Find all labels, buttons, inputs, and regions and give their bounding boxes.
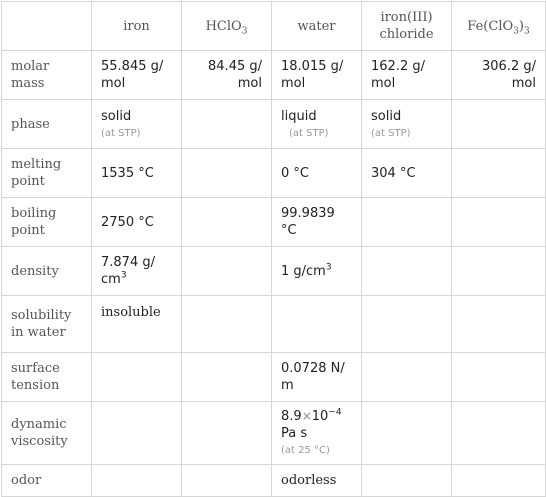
col-header-water: water: [272, 2, 362, 51]
cell-feclo3-phase: [452, 100, 546, 149]
cell-hclo3-melting-point: [182, 149, 272, 198]
row-label-density: density: [2, 247, 92, 296]
cell-hclo3-odor: [182, 465, 272, 497]
cell-water-molar-mass: 18.015 g/ mol: [272, 51, 362, 100]
cell-hclo3-surface-tension: [182, 353, 272, 402]
cell-iron-solubility: insoluble: [92, 296, 182, 353]
corner-cell: [2, 2, 92, 51]
cell-water-solubility: [272, 296, 362, 353]
cell-water-dynamic-viscosity: $8.9\times 10^{-4}$ Pa s (at 25 °C): [272, 402, 362, 465]
table-row: [2, 296, 546, 353]
col-header-feclo3: $Fe(ClO_3)_3$: [452, 2, 546, 51]
cell-feclo3-boiling-point: [452, 198, 546, 247]
table-row: [2, 465, 546, 497]
cell-iron-melting-point: 1535 °C: [92, 149, 182, 198]
cell-hclo3-solubility: [182, 296, 272, 353]
cell-feclo3-molar-mass: 306.2 g/ mol: [452, 51, 546, 100]
row-label-solubility: solubility in water: [2, 296, 92, 353]
cell-feclo3-melting-point: [452, 149, 546, 198]
cell-iron-dynamic-viscosity: [92, 402, 182, 465]
cell-water-odor: odorless: [272, 465, 362, 497]
col-header-iron: iron: [92, 2, 182, 51]
row-label-phase: phase: [2, 100, 92, 149]
table-row: [2, 149, 546, 198]
cell-ironchloride-dynamic-viscosity: [362, 402, 452, 465]
cell-iron-density: 7.874 g/ $cm^3$: [92, 247, 182, 296]
cell-iron-boiling-point: 2750 °C: [92, 198, 182, 247]
cell-ironchloride-solubility: [362, 296, 452, 353]
cell-iron-surface-tension: [92, 353, 182, 402]
cell-hclo3-boiling-point: [182, 198, 272, 247]
table-row: [2, 198, 546, 247]
row-label-melting-point: melting point: [2, 149, 92, 198]
row-label-surface-tension: surface tension: [2, 353, 92, 402]
table-row: [2, 247, 546, 296]
cell-water-boiling-point: 99.9839 °C: [272, 198, 362, 247]
cell-feclo3-odor: [452, 465, 546, 497]
cell-ironchloride-odor: [362, 465, 452, 497]
cell-hclo3-phase: [182, 100, 272, 149]
cell-hclo3-density: [182, 247, 272, 296]
col-header-hclo3: HClO$_3$: [182, 2, 272, 51]
cell-ironchloride-surface-tension: [362, 353, 452, 402]
cell-ironchloride-melting-point: 304 °C: [362, 149, 452, 198]
cell-ironchloride-phase: solid (at STP): [362, 100, 452, 149]
cell-ironchloride-boiling-point: [362, 198, 452, 247]
cell-water-phase: liquid (at STP): [272, 100, 362, 149]
cell-water-melting-point: 0 °C: [272, 149, 362, 198]
cell-ironchloride-density: [362, 247, 452, 296]
table-row: [2, 402, 546, 465]
header-row: [2, 2, 546, 51]
cell-ironchloride-molar-mass: 162.2 g/ mol: [362, 51, 452, 100]
cell-hclo3-dynamic-viscosity: [182, 402, 272, 465]
cell-iron-molar-mass: 55.845 g/ mol: [92, 51, 182, 100]
cell-feclo3-solubility: [452, 296, 546, 353]
table-row: [2, 353, 546, 402]
row-label-odor: odor: [2, 465, 92, 497]
cell-iron-odor: [92, 465, 182, 497]
cell-water-density: 1 $g/cm^3$: [272, 247, 362, 296]
table-row: [2, 51, 546, 100]
cell-feclo3-dynamic-viscosity: [452, 402, 546, 465]
table-row: [2, 100, 546, 149]
row-label-molar-mass: molar mass: [2, 51, 92, 100]
col-header-iron-iii-chloride: iron(III) chloride: [362, 2, 452, 51]
cell-feclo3-surface-tension: [452, 353, 546, 402]
row-label-dynamic-viscosity: dynamic viscosity: [2, 402, 92, 465]
cell-iron-phase: solid (at STP): [92, 100, 182, 149]
cell-feclo3-density: [452, 247, 546, 296]
cell-water-surface-tension: 0.0728 N/ m: [272, 353, 362, 402]
properties-table: [1, 1, 546, 497]
row-label-boiling-point: boiling point: [2, 198, 92, 247]
cell-hclo3-molar-mass: 84.45 g/ mol: [182, 51, 272, 100]
